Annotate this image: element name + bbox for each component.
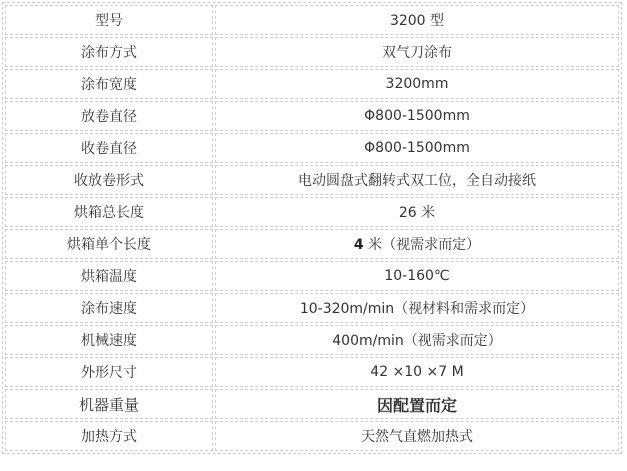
table-row — [5, 165, 619, 195]
spec-value: 因配置而定 — [215, 389, 619, 419]
spec-value: Φ800-1500mm — [215, 133, 619, 163]
table-row — [5, 389, 619, 419]
spec-value: 26 米 — [215, 197, 619, 227]
spec-label: 收卷直径 — [5, 133, 213, 163]
spec-value: 天然气直燃加热式 — [215, 421, 619, 451]
spec-value: 4 米（视需求而定） — [215, 229, 619, 259]
spec-label: 加热方式 — [5, 421, 213, 451]
spec-value: Φ800-1500mm — [215, 101, 619, 131]
spec-value: 电动圆盘式翻转式双工位，全自动接纸 — [215, 165, 619, 195]
spec-label: 涂布宽度 — [5, 69, 213, 99]
table-row — [5, 133, 619, 163]
spec-label: 涂布方式 — [5, 37, 213, 67]
table-row — [5, 37, 619, 67]
table-row — [5, 101, 619, 131]
spec-value: 42 ×10 ×7 M — [215, 357, 619, 387]
spec-label: 涂布速度 — [5, 293, 213, 323]
spec-label: 烘箱总长度 — [5, 197, 213, 227]
table-row — [5, 261, 619, 291]
spec-value-bold-number: 4 — [353, 237, 364, 253]
spec-label: 外形尺寸 — [5, 357, 213, 387]
table-row — [5, 229, 619, 259]
spec-label: 烘箱温度 — [5, 261, 213, 291]
spec-value: 10-160℃ — [215, 261, 619, 291]
spec-label: 型号 — [5, 5, 213, 35]
spec-value: 3200 型 — [215, 5, 619, 35]
spec-label: 收放卷形式 — [5, 165, 213, 195]
spec-value: 双气刀涂布 — [215, 37, 619, 67]
spec-label: 机械速度 — [5, 325, 213, 355]
table-row — [5, 69, 619, 99]
table-row — [5, 325, 619, 355]
table-row — [5, 293, 619, 323]
table-row — [5, 357, 619, 387]
spec-value: 10-320m/min（视材料和需求而定） — [215, 293, 619, 323]
table-row — [5, 197, 619, 227]
table-row — [5, 421, 619, 451]
spec-label: 烘箱单个长度 — [5, 229, 213, 259]
spec-value: 400m/min（视需求而定） — [215, 325, 619, 355]
spec-table-body — [5, 5, 619, 451]
table-row — [5, 5, 619, 35]
spec-value: 3200mm — [215, 69, 619, 99]
spec-label: 机器重量 — [5, 389, 213, 419]
spec-label: 放卷直径 — [5, 101, 213, 131]
spec-table — [2, 2, 622, 454]
